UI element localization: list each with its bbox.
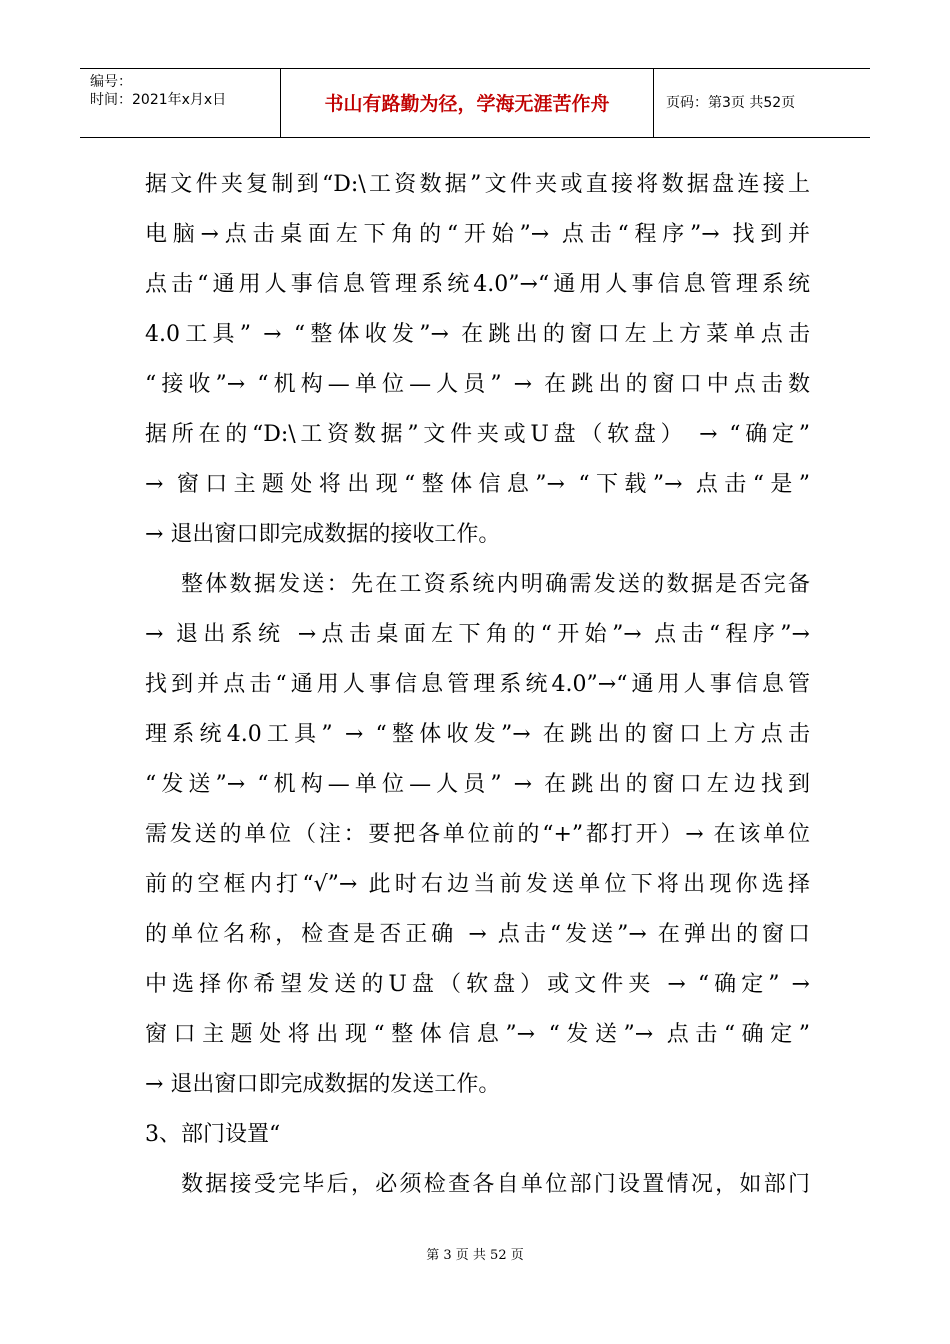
- body-line: 电脑→点击桌面左下角的“开始”→ 点击“程序”→ 找到并: [145, 222, 810, 247]
- body-line: → 退出窗口即完成数据的发送工作。: [145, 1072, 501, 1097]
- header-page-cell: [654, 69, 870, 137]
- body-line: → 退出窗口即完成数据的接收工作。: [145, 522, 501, 547]
- body-line: 据文件夹复制到“D:\工资数据”文件夹或直接将数据盘连接上: [145, 172, 810, 197]
- doc-code-label: 编号：: [90, 74, 132, 90]
- body-line: 中选择你希望发送的U盘（软盘）或文件夹 → “确定” →: [145, 972, 810, 997]
- body-line: → 窗口主题处将出现“整体信息”→ “下载”→ 点击“是”: [145, 472, 810, 497]
- header-motto-cell: [281, 69, 654, 137]
- body-line: 的单位名称，检查是否正确 → 点击“发送”→ 在弹出的窗口: [145, 922, 810, 947]
- body-line: 整体数据发送：先在工资系统内明确需发送的数据是否完备: [181, 572, 810, 597]
- body-line: 窗口主题处将出现“整体信息”→ “发送”→ 点击“确定”: [145, 1022, 810, 1047]
- body-line: 理系统4.0工具” → “整体收发”→ 在跳出的窗口上方点击: [145, 722, 810, 747]
- body-line: 找到并点击“通用人事信息管理系统4.0”→“通用人事信息管: [145, 672, 810, 697]
- body-line: 点击“通用人事信息管理系统4.0”→“通用人事信息管理系统: [145, 272, 810, 297]
- body-line: 需发送的单位（注：要把各单位前的“+”都打开）→ 在该单位: [145, 822, 810, 847]
- body-line: 前的空框内打“√”→ 此时右边当前发送单位下将出现你选择: [145, 872, 810, 897]
- body-line: 数据接受完毕后，必须检查各自单位部门设置情况，如部门: [181, 1172, 810, 1197]
- body-line: → 退出系统 →点击桌面左下角的“开始”→ 点击“程序”→: [145, 622, 810, 647]
- header-page-info: 页码：第3页 共52页: [666, 95, 796, 111]
- doc-date: 时间：2021年x月x日: [90, 92, 227, 108]
- header-meta-cell: [80, 69, 281, 137]
- document-body: [145, 160, 810, 1210]
- body-line: “发送”→ “机构—单位—人员” → 在跳出的窗口左边找到: [145, 772, 810, 797]
- section-heading: 3、部门设置“: [145, 1122, 281, 1147]
- body-line: 4.0工具” → “整体收发”→ 在跳出的窗口左上方菜单点击: [145, 322, 810, 347]
- body-line: “接收”→ “机构—单位—人员” → 在跳出的窗口中点击数: [145, 372, 810, 397]
- body-line: 据所在的“D:\工资数据”文件夹或U盘（软盘） → “确定”: [145, 422, 810, 447]
- motto-text: 书山有路勤为径，学海无涯苦作舟: [324, 93, 610, 115]
- page-footer: 第 3 页 共 52 页: [426, 1248, 524, 1263]
- document-header: [80, 68, 870, 138]
